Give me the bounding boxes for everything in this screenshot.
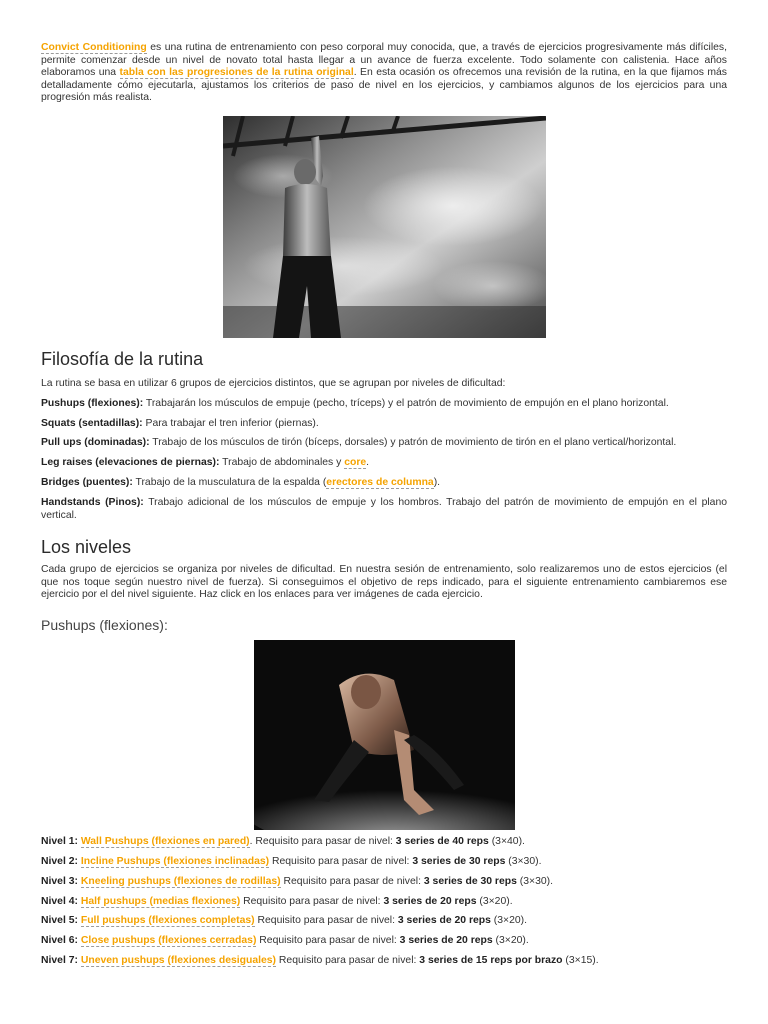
pushup-man-illustration <box>254 640 515 830</box>
level-5-link[interactable]: Full pushups (flexiones completas) <box>80 915 255 926</box>
group-desc-tail: ). <box>433 477 441 488</box>
level-label: Nivel 3: <box>41 876 78 887</box>
level-mid: Requisito para pasar de nivel: <box>276 955 420 966</box>
pullup-bar-photo <box>223 116 546 338</box>
group-name: Squats (sentadillas): <box>41 418 143 429</box>
levels-paragraph: Cada grupo de ejercicios se organiza por niveles de dificultad. En nuestra sesión de entrenamiento, solo realizaremos uno de estos ejercicios (el que nos toque según nuestro nivel de fuerza). Si conseguimos el objetivo de reps indicado, para el siguiente entrenamiento cambiaremos ese ejercicio por el del nivel siguiente. Haz click en los enlaces para ver imágenes de cada ejercicio. <box>41 564 727 601</box>
level-label: Nivel 1: <box>41 836 78 847</box>
level-tail: (3×30). <box>505 856 542 867</box>
level-row-1 <box>41 836 727 849</box>
level-requirement: 3 series de 30 reps <box>423 876 517 887</box>
convict-conditioning-link[interactable]: Convict Conditioning <box>41 42 147 53</box>
level-tail: (3×20). <box>490 915 528 926</box>
pushup-photo <box>254 640 515 830</box>
level-requirement: 3 series de 15 reps por brazo <box>419 955 563 966</box>
philosophy-heading: Filosofía de la rutina <box>41 349 204 369</box>
level-requirement: 3 series de 30 reps <box>412 856 506 867</box>
level-label: Nivel 7: <box>41 955 78 966</box>
group-name: Bridges (puentes): <box>41 477 133 488</box>
level-1-link[interactable]: Wall Pushups (flexiones en pared) <box>80 836 250 847</box>
level-7-link[interactable]: Uneven pushups (flexiones desiguales) <box>80 955 277 966</box>
group-name: Handstands (Pinos): <box>41 497 144 508</box>
level-row-7 <box>41 955 727 968</box>
group-name: Pull ups (dominadas): <box>41 437 150 448</box>
level-mid: Requisito para pasar de nivel: <box>256 935 400 946</box>
level-requirement: 3 series de 40 reps <box>395 836 489 847</box>
pushups-subheading: Pushups (flexiones): <box>41 617 168 633</box>
spinal-erectors-link[interactable]: erectores de columna <box>326 477 434 488</box>
group-desc: Trabajo de los músculos de tirón (bíceps, dorsales) y patrón de movimiento de tirón en el plano vertical/horizontal. <box>149 437 677 448</box>
level-tail: (3×15). <box>562 955 599 966</box>
group-desc-tail: . <box>366 457 370 468</box>
level-mid: Requisito para pasar de nivel: <box>280 876 424 887</box>
level-label: Nivel 2: <box>41 856 78 867</box>
level-label: Nivel 5: <box>41 915 78 926</box>
level-mid: . Requisito para pasar de nivel: <box>249 836 396 847</box>
level-mid: Requisito para pasar de nivel: <box>240 896 384 907</box>
group-item-leg-raises <box>41 457 727 470</box>
levels-heading: Los niveles <box>41 537 132 557</box>
level-4-link[interactable]: Half pushups (medias flexiones) <box>80 896 241 907</box>
level-row-3 <box>41 876 727 889</box>
level-tail: (3×30). <box>516 876 553 887</box>
level-mid: Requisito para pasar de nivel: <box>269 856 413 867</box>
philosophy-lead: La rutina se basa en utilizar 6 grupos de ejercicios distintos, que se agrupan por niveles de dificultad: <box>41 378 506 389</box>
level-row-2 <box>41 856 727 869</box>
level-3-link[interactable]: Kneeling pushups (flexiones de rodillas) <box>80 876 281 887</box>
intro-text-2: . En esta ocasión os ofrecemos una revisión de la rutina, en la que fijamos más detalladamente cómo ejecutarla, ajustamos los criterios de paso de nivel en los ejercicios, y cambiamos algunos de los ejercicios para una progresión más realista. <box>41 67 727 104</box>
group-item-squats <box>41 418 727 431</box>
group-name: Pushups (flexiones): <box>41 398 144 409</box>
level-row-4 <box>41 896 727 909</box>
level-row-5 <box>41 915 727 928</box>
core-link[interactable]: core <box>344 457 367 468</box>
level-tail: (3×20). <box>492 935 529 946</box>
level-requirement: 3 series de 20 reps <box>397 915 491 926</box>
pullup-man-illustration <box>223 116 546 338</box>
intro-paragraph <box>41 42 727 105</box>
group-item-bridges <box>41 477 727 490</box>
level-requirement: 3 series de 20 reps <box>399 935 493 946</box>
group-item-handstands <box>41 497 727 522</box>
level-row-6 <box>41 935 727 948</box>
level-requirement: 3 series de 20 reps <box>383 896 477 907</box>
level-tail: (3×20). <box>476 896 513 907</box>
group-item-pushups <box>41 398 727 411</box>
level-tail: (3×40). <box>488 836 525 847</box>
group-desc: Trabajo adicional de los músculos de empuje y los hombros. Trabajo del patrón de movimiento de empujón en el plano vertical. <box>41 497 728 521</box>
level-6-link[interactable]: Close pushups (flexiones cerradas) <box>80 935 257 946</box>
intro-text-1: es una rutina de entrenamiento con peso corporal muy conocida, que, a través de ejercicios progresivamente más difíciles, permite comenzar desde un nivel de novato total hasta llegar a un avance de fuerza excelente. Todo solamente con calistenia. Hace años elaboramos una <box>41 42 728 79</box>
level-label: Nivel 6: <box>41 935 78 946</box>
group-desc: Trabajarán los músculos de empuje (pecho, tríceps) y el patrón de movimiento de empujón en el plano horizontal. <box>143 398 669 409</box>
progressions-table-link[interactable]: tabla con las progresiones de la rutina original <box>119 67 354 79</box>
level-mid: Requisito para pasar de nivel: <box>254 915 398 926</box>
group-desc: Para trabajar el tren inferior (piernas). <box>142 418 319 429</box>
group-desc: Trabajo de abdominales y <box>219 457 345 468</box>
group-desc: Trabajo de la musculatura de la espalda ( <box>132 477 327 488</box>
level-2-link[interactable]: Incline Pushups (flexiones inclinadas) <box>80 856 270 867</box>
group-item-pullups <box>41 437 727 450</box>
level-label: Nivel 4: <box>41 896 78 907</box>
group-name: Leg raises (elevaciones de piernas): <box>41 457 220 468</box>
